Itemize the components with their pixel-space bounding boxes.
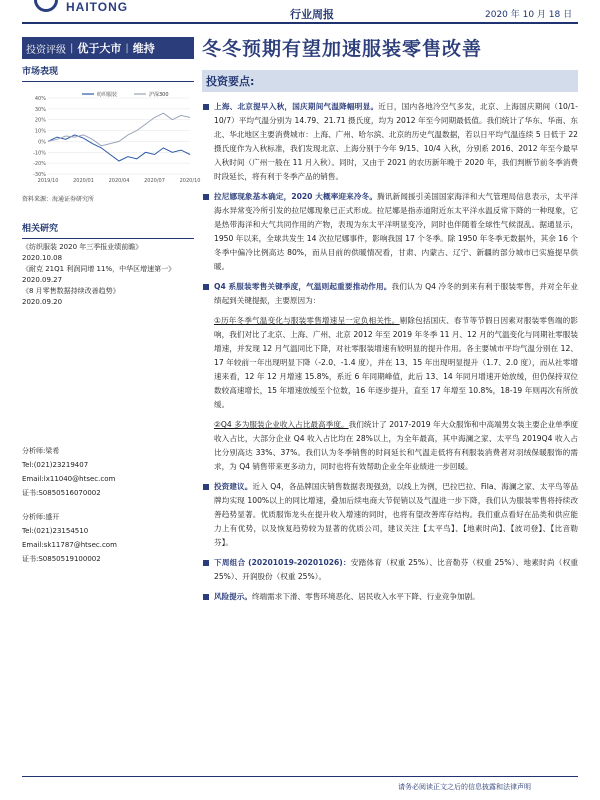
- chart-x-tick: 2020/10: [179, 178, 201, 184]
- market-chart-svg: [22, 88, 201, 190]
- chart-y-tick: -20%: [33, 161, 46, 168]
- keypoint-lead: 上海、北京提早入秋，国庆期间气温降幅明显。: [214, 102, 379, 111]
- keypoint-text: 近入 Q4，各品牌国庆销售数据表现强劲，以线上为例，巴拉巴拉、Fila、海澜之家、太平鸟等品牌均实现 100%以上的同比增速，叠加后续电商大节促销以及气温进一步下降，我们认为服装零售将持续改善趋势显著。优质服饰龙头在提升收入增速的同时，也将有望改善库存结构。我们重点看好在品类和供应能力上有优势，以及恢复趋势较为显著的优质公司，建议关注【太平鸟】、【地素时尚】、【波司登】、【比音勒芬】。: [214, 482, 579, 547]
- rating-separator: |: [70, 42, 74, 54]
- chart-x-tick: 2020/01: [73, 178, 94, 184]
- market-heading: 市场表现: [22, 67, 59, 77]
- chart-y-tick: -30%: [33, 172, 46, 178]
- keypoints-body: [202, 100, 578, 604]
- chart-x-tick: 2019/10: [37, 178, 59, 184]
- keypoint-2: [202, 190, 578, 274]
- reason-1: [202, 314, 578, 412]
- market-chart: [22, 88, 201, 190]
- analyst-name: 分析师:梁希: [22, 447, 60, 455]
- keypoint-lead: 拉尼娜现象基本确定，2020 大概率迎来冷冬。: [214, 192, 378, 201]
- keypoint-lead: Q4 系服装零售关键季度，气温则起重要推动作用。: [214, 282, 392, 291]
- keypoint-1: [202, 100, 578, 184]
- keypoint-6: [202, 590, 578, 604]
- chart-y-tick: 30%: [34, 106, 46, 113]
- logo-icon: [34, 0, 58, 12]
- analyst-email[interactable]: Email:sk11787@htsec.com: [22, 541, 117, 549]
- analyst-name: 分析师:盛开: [22, 513, 60, 521]
- rating-bar: [22, 37, 194, 59]
- chart-y-tick: 0%: [38, 139, 46, 146]
- keypoint-4: [202, 480, 578, 550]
- header-divider: [22, 22, 578, 24]
- analyst-cert: 证书:S0850516070002: [22, 489, 101, 497]
- left-sidebar: [22, 64, 201, 308]
- related-item[interactable]: 《耐克 21Q1 利润同增 11%，中华区增速第一》: [22, 265, 176, 273]
- rating-separator: |: [125, 42, 129, 54]
- keypoint-text: 腾讯新闻援引美国国家海洋和大气管理局信息表示，太平洋海水异常变冷所引发的拉尼娜现象已正式形成。拉尼娜是指赤道附近东太平洋水温反常下降的一种现象，它是热带海洋和大气共同作用的产物，表现为东太平洋明显变冷，同时也伴随着全球性气候混乱。据通显示，1950 年以来，全球共发生 14 次拉尼娜事件，影响我国 17 个冬季。除 1950 年冬季无数据外，其余 16 个冬季中偏冷比例高达 80%，而从目前的供暖情况看，甘肃、内蒙古、辽宁、新疆的部分城市已实施提早供暖。: [214, 192, 579, 271]
- chart-background: [22, 88, 194, 190]
- keypoint-lead: 下周组合 (20201019-20201026)：: [214, 558, 351, 567]
- chart-y-tick: 10%: [34, 128, 46, 135]
- keypoint-lead: 风险提示。: [214, 592, 252, 601]
- chart-y-tick: 20%: [34, 117, 46, 124]
- keypoint-3: [202, 280, 578, 308]
- main-content: [202, 70, 578, 610]
- analyst-email[interactable]: Email:lx11040@htsec.com: [22, 475, 116, 483]
- keypoints-heading: 投资要点:: [202, 70, 578, 92]
- page-title: 冬冬预期有望加速服装零售改善: [202, 38, 483, 60]
- keypoint-lead: 投资建议。: [214, 482, 253, 491]
- chart-x-tick: 2020/07: [144, 178, 165, 184]
- reason-text: 剔除包括国庆、春节等节假日因素对服装零售端的影响，我们对比了北京、上海、广州、北京 2012 年至 2019 年冬季 11 月、12 月的气温变化与同期社零服装增速，并发现 12 月气温同比下降，对社零服装增速有较明显的提升作用。各主要城市平均气温分别在 12、17 年较前一年出现明显下降（-2.0、-1.4 度），并在 13、15 年出现明显提升（1.7、2.0 度），而从社零增速来看，12 年 12 月增速 15.8%，系近 6 年同期峰值，此后 13、14 年同月增速开始放缓，但仍保持双位数较高速增长，15 年增速放缓至个位数，16 年逐步提升，直至 17 年增至 10.8%，18-19 年则再次有所放缓。: [214, 316, 578, 409]
- related-date: 2020.10.08: [22, 254, 63, 262]
- market-divider: [22, 81, 194, 82]
- keypoint-text: 安踏体育（权重 25%）、比音勒芬（权重 25%）、地素时尚（权重 25%）、开润股份（权重 25%）。: [214, 558, 579, 581]
- keypoint-text: 近日，国内各地冷空气多发，北京、上海国庆期间（10/1-10/7）平均气温分别为 14.79、21.71 摄氏度，均为 2012 年至今同期最低值。我们统计了华东、华南、东北、华北地区主要消费城市：上海、广州、哈尔滨、北京的历史气温数据，若以日平均气温连续 5 日低于 22 摄氏度作为入秋标准，我们发现北京、上海分别于今年 9/15、10/4 入秋，分别系 2016、2012 年至今最早入秋时间（广州一般在 11 月入秋）。同时，又由于 2021 的农历新年晚于 2020 年，我们判断节前冬季消费时段延长，将有利于冬季产品的销售。: [214, 102, 578, 181]
- rating-status: 维持: [132, 42, 155, 55]
- logo-text: HAITONG: [66, 0, 129, 14]
- chart-y-tick: -10%: [33, 150, 46, 157]
- report-type: 行业周报: [290, 8, 334, 21]
- reason-text: 我们统计了 2017-2019 年大众服饰和中高端男女装主要企业单季度收入占比，大部分企业 Q4 收入占比均在 28%以上，为全年最高，其中海澜之家、太平鸟 2019Q4 收入占比分别高达 33%、37%。我们认为冬季销售的时间延长和气温走低将有利服装消费者对羽绒保暖服饰的需求，为 Q4 销售带来更多动力，同时也将有效帮助企业全年业绩进一步回暖。: [214, 420, 579, 471]
- chart-legend-label: 纺织服装: [97, 92, 118, 98]
- chart-source: 资料来源：海通证券研究所: [22, 196, 95, 203]
- related-heading: 相关研究: [22, 224, 59, 234]
- rating-value: 优于大市: [77, 42, 122, 55]
- keypoint-text: 我们认为 Q4 冷冬的到来有利于服装零售，并对全年业绩起到关键提振，主要原因为：: [214, 282, 578, 305]
- related-date: 2020.09.20: [22, 298, 63, 306]
- rating-label: 投资评级: [26, 44, 66, 56]
- reason-lead: ①历年冬季气温变化与服装零售增速呈一定负相关性。: [214, 316, 400, 325]
- keypoint-5: [202, 556, 578, 584]
- chart-y-tick: 40%: [34, 96, 46, 102]
- analyst-tel: Tel:(021)23219407: [22, 461, 89, 469]
- analyst-cert: 证书:S0850519100002: [22, 555, 101, 563]
- footer-disclaimer: 请务必阅读正文之后的信息披露和法律声明: [398, 783, 531, 791]
- related-date: 2020.09.27: [22, 276, 63, 284]
- related-research: [22, 221, 194, 308]
- footer-divider: [22, 776, 578, 777]
- report-date: 2020 年 10 月 18 日: [485, 10, 573, 20]
- keypoint-text: 终端需求下滑、零售环境恶化、居民收入水平下降、行业竞争加剧。: [251, 592, 480, 601]
- related-item[interactable]: 《纺织服装 2020 年三季报业绩前瞻》: [22, 243, 143, 251]
- chart-x-tick: 2020/04: [108, 178, 130, 184]
- reason-2: [202, 418, 578, 474]
- analyst-tel: Tel:(021)23154510: [22, 527, 89, 535]
- analyst-contacts: [22, 444, 194, 566]
- related-item[interactable]: 《8 月零售数据持续改善趋势》: [22, 287, 120, 295]
- chart-legend-label: 沪深300: [149, 92, 169, 98]
- reason-lead: ②Q4 多为服装企业收入占比最高季度。: [214, 420, 349, 429]
